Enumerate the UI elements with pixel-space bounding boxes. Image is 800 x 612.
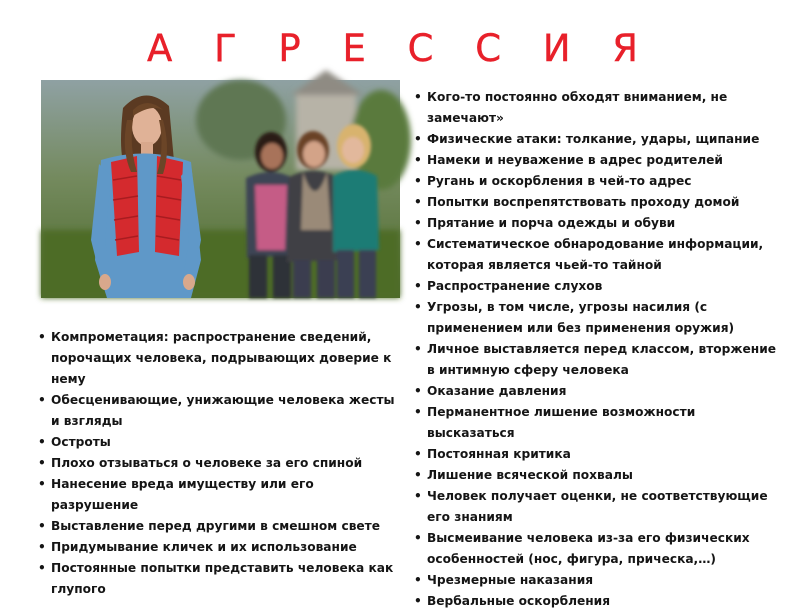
left-bullet-list: [37, 327, 395, 600]
list-item: • Плохо отзываться о человеке за его спиной: [37, 453, 395, 474]
list-item: • Постоянные попытки представить человека как глупого: [37, 558, 395, 600]
list-item: • Выставление перед другими в смешном свете: [37, 516, 395, 537]
list-item: • Остроты: [37, 432, 395, 453]
list-item: • Постоянная критика: [413, 444, 787, 465]
list-item: • Обесценивающие, унижающие человека жесты и взгляды: [37, 390, 395, 432]
right-bullet-list: [413, 87, 787, 612]
list-item: • Попытки воспрепятствовать проходу домой: [413, 192, 787, 213]
list-item: • Придумывание кличек и их использование: [37, 537, 395, 558]
list-item: • Систематическое обнародование информации, которая является чьей-то тайной: [413, 234, 787, 276]
list-item: • Намеки и неуважение в адрес родителей: [413, 150, 787, 171]
slide-title: А Г Р Е С С И Я: [147, 27, 653, 70]
list-item: • Человек получает оценки, не соответствующие его знаниям: [413, 486, 787, 528]
list-item: • Чрезмерные наказания: [413, 570, 787, 591]
list-item: • Распространение слухов: [413, 276, 787, 297]
list-item: • Оказание давления: [413, 381, 787, 402]
list-item: • Компрометация: распространение сведений, порочащих человека, подрывающих доверие к нему: [37, 327, 395, 390]
list-item: • Высмеивание человека из-за его физических особенностей (нос, фигура, прическа,…): [413, 528, 787, 570]
list-item: • Нанесение вреда имуществу или его разрушение: [37, 474, 395, 516]
list-item: • Личное выставляется перед классом, вторжение в интимную сферу человека: [413, 339, 787, 381]
list-item: • Ругань и оскорбления в чей-то адрес: [413, 171, 787, 192]
list-item: • Угрозы, в том числе, угрозы насилия (с применением или без применения оружия): [413, 297, 787, 339]
bullying-photo: [41, 80, 400, 298]
list-item: • Лишение всяческой похвалы: [413, 465, 787, 486]
list-item: • Вербальные оскорбления: [413, 591, 787, 612]
list-item: • Кого-то постоянно обходят вниманием, не замечают»: [413, 87, 787, 129]
list-item: • Физические атаки: толкание, удары, щипание: [413, 129, 787, 150]
list-item: • Прятание и порча одежды и обуви: [413, 213, 787, 234]
list-item: • Перманентное лишение возможности высказаться: [413, 402, 787, 444]
